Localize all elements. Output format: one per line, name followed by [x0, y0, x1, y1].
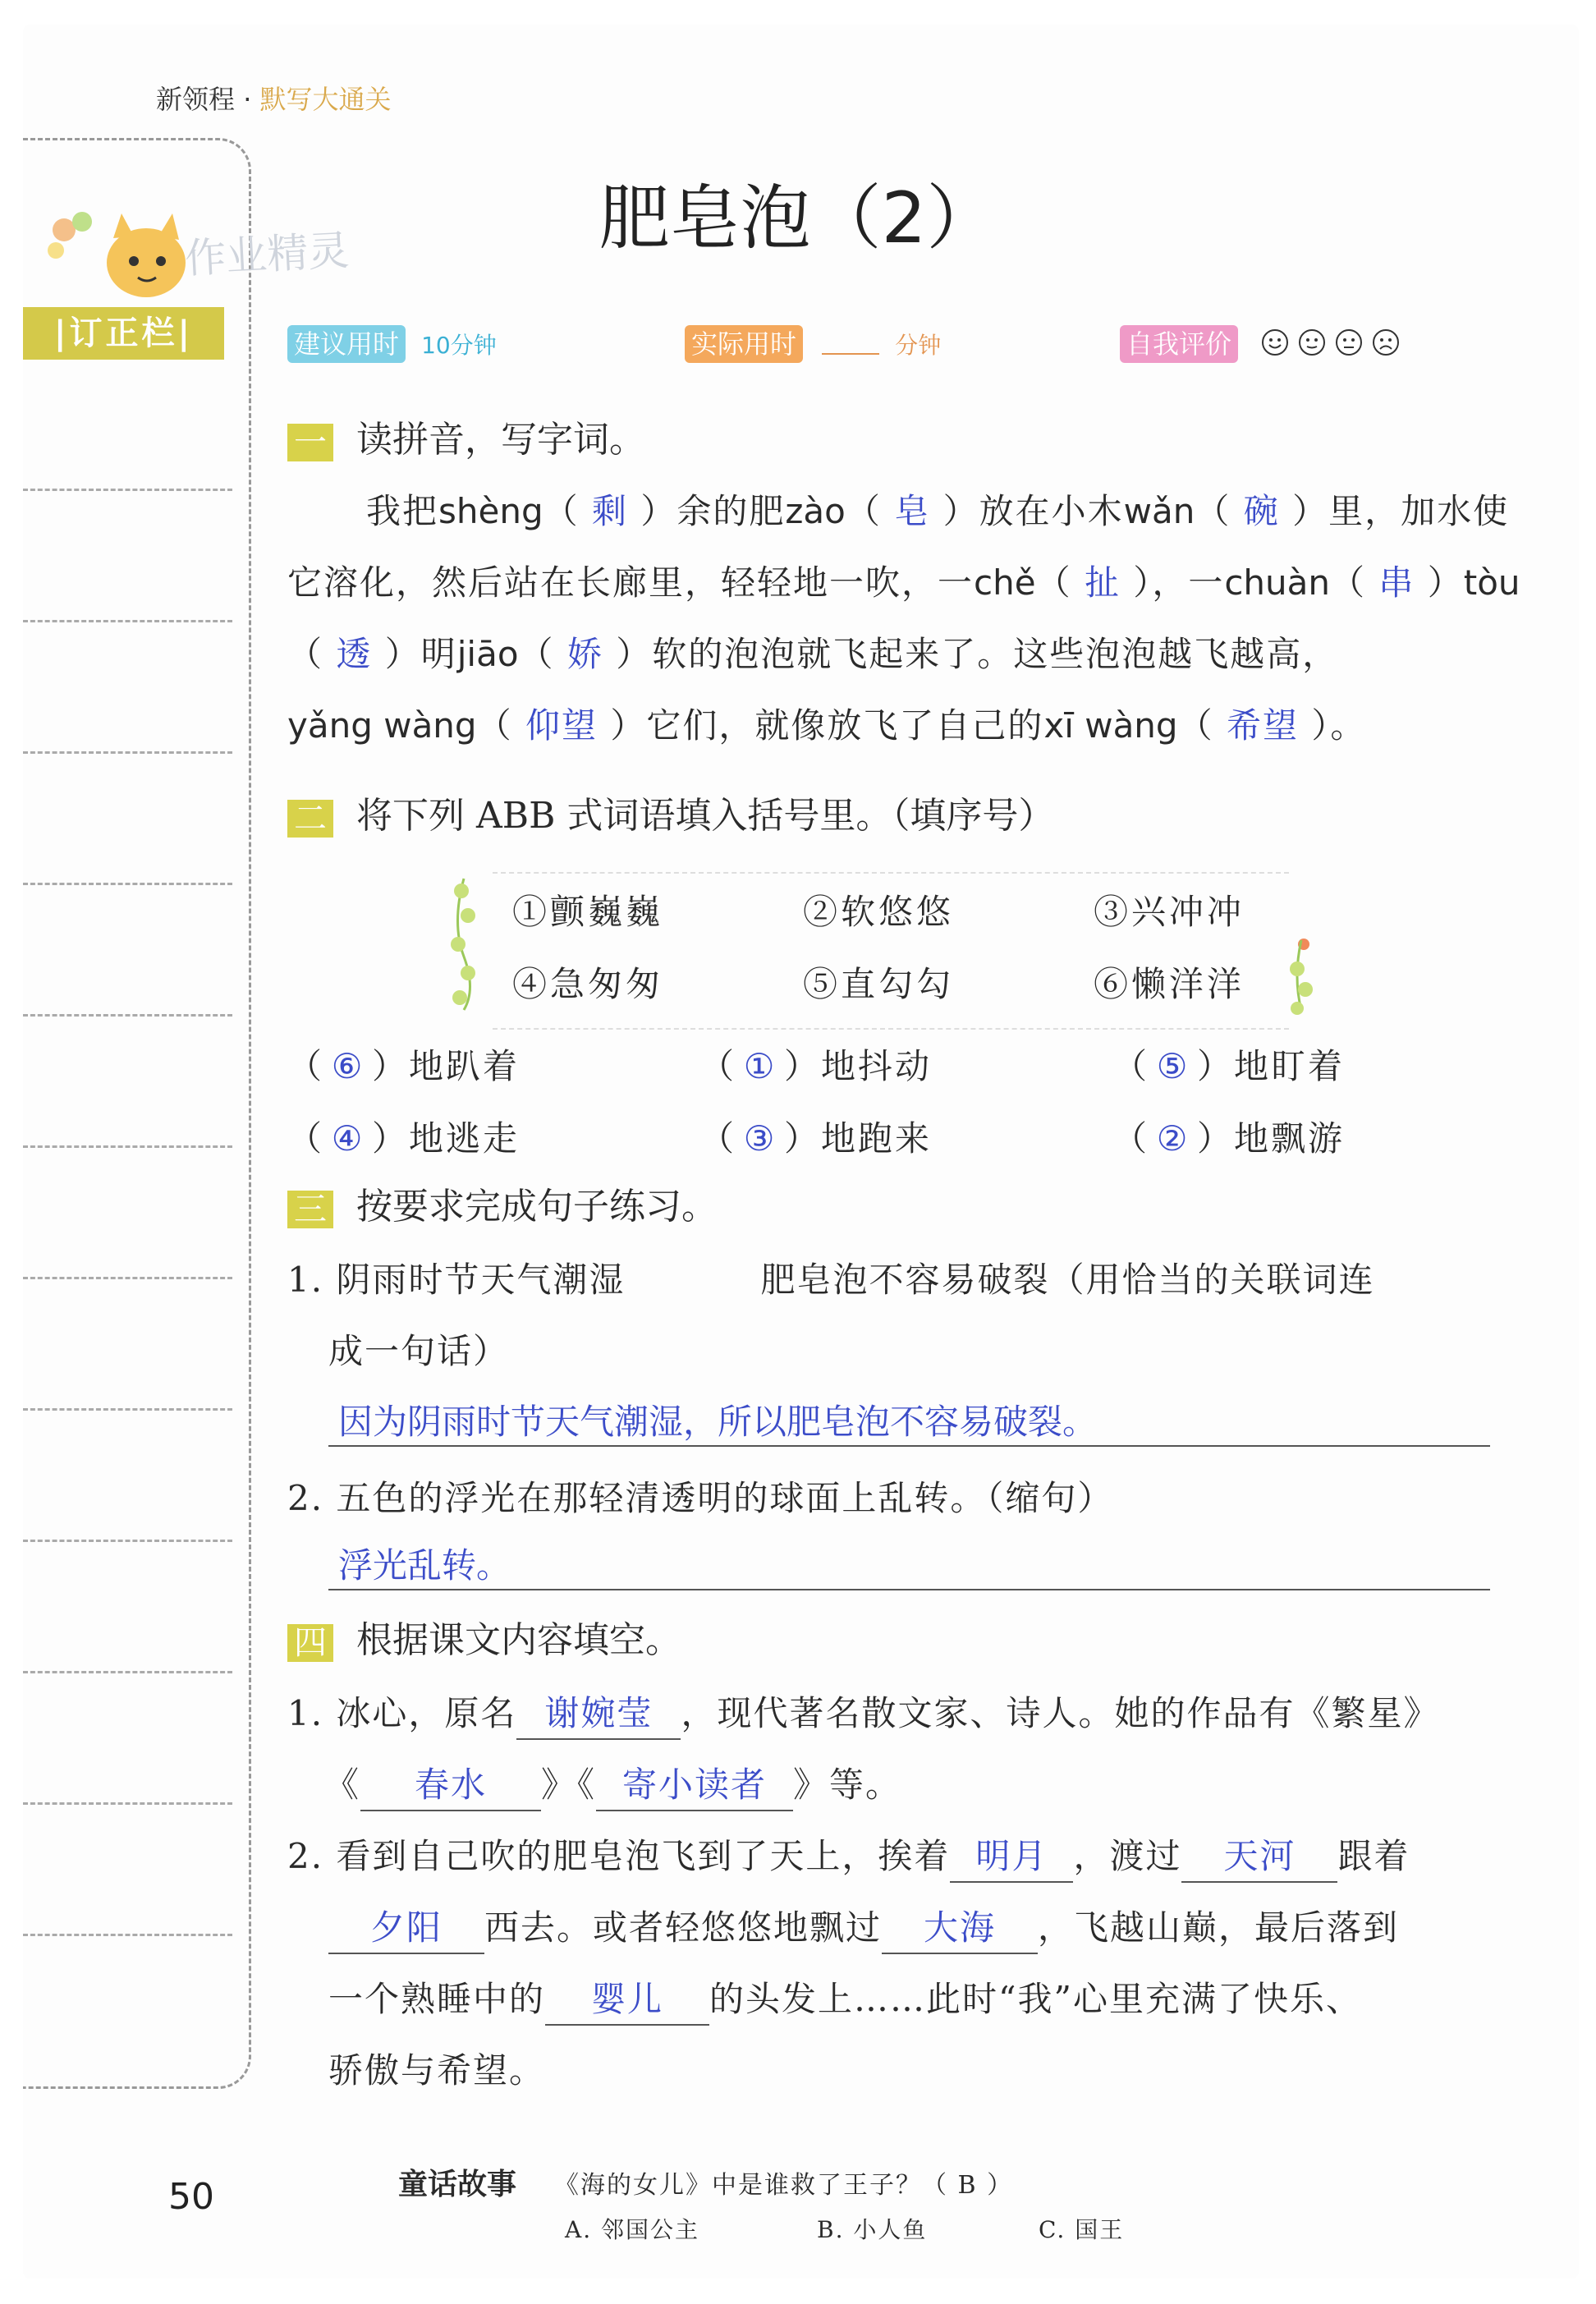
sidebar-line [23, 1014, 232, 1017]
answer: 仰望 [525, 705, 598, 746]
self-evaluation [1120, 325, 1404, 366]
flower-decoration-icon [1281, 928, 1322, 1018]
answer: 剩 [592, 491, 629, 531]
series-subtitle: 默写大通关 [259, 84, 392, 115]
suggested-time [287, 325, 497, 366]
section-4-heading [287, 1616, 681, 1665]
section-title: 按要求完成句子练习。 [356, 1186, 718, 1228]
section-3-heading [287, 1182, 718, 1232]
answer: ③ [743, 1118, 777, 1159]
question-4-1: 1. 冰心，原名 谢婉莹 ，现代著名散文家、诗人。她的作品有《繁星》 [287, 1689, 1494, 1740]
brand-watermark: 作业精灵 [183, 226, 351, 283]
section-title: 读拼音，写字词。 [356, 419, 645, 461]
sidebar-line [23, 1671, 232, 1673]
sidebar-line [23, 883, 232, 885]
fill-item: （ ⑥ ）地趴着 [287, 1046, 521, 1086]
answer: 娇 [566, 634, 603, 674]
page-number: 50 [168, 2176, 214, 2218]
answer: ④ [331, 1118, 365, 1159]
answer-line [328, 1445, 1490, 1447]
answer-blank: 寄小读者 [596, 1760, 793, 1811]
answer: 串 [1378, 562, 1415, 603]
pinyin-line-1: 我把shèng（ 剩 ）余的肥zào（ 皂 ）放在小木wǎn（ 碗 ）里，加水使 [366, 491, 1510, 531]
suggested-time-value: 10分钟 [421, 332, 497, 359]
question-4-2-cont: 一个熟睡中的 婴儿 的头发上……此时“我”心里充满了快乐、 [328, 1975, 1535, 2026]
question-3-2: 2. 五色的浮光在那轻清透明的球面上乱转。（缩句） [287, 1478, 1114, 1518]
page-title: 肥皂泡（2） [598, 177, 998, 259]
answer: 皂 [894, 491, 931, 531]
actual-time [685, 325, 941, 366]
fill-item: （ ⑤ ）地盯着 [1112, 1046, 1346, 1086]
sidebar-line [23, 1934, 232, 1936]
pinyin-line-3: （ 透 ）明jiāo（ 娇 ）软的泡泡就飞起来了。这些泡泡越飞越高， [287, 634, 1339, 674]
section-number: 二 [287, 800, 333, 838]
sidebar-line [23, 1408, 232, 1411]
sidebar-line [23, 489, 232, 491]
smile-face-icon[interactable] [1297, 328, 1327, 357]
sidebar-line [23, 620, 232, 622]
answer: ⑥ [331, 1046, 365, 1086]
answer-blank: 大海 [882, 1903, 1038, 1954]
answer-line [328, 1589, 1490, 1590]
answer: ⑤ [1156, 1046, 1190, 1086]
option-2: ②软悠悠 [803, 892, 955, 932]
actual-time-label: 实际用时 [685, 325, 803, 363]
story-question: 《海的女儿》中是谁救了王子？（ B ） [554, 2171, 1014, 2200]
answer-blank: 夕阳 [328, 1903, 484, 1954]
answer: 希望 [1226, 705, 1299, 746]
option-3: ③兴冲冲 [1094, 892, 1245, 932]
answer-3-1: 因为阴雨时节天气潮湿，所以肥皂泡不容易破裂。 [338, 1402, 1098, 1442]
answer: 碗 [1243, 491, 1280, 531]
suggested-time-label: 建议用时 [287, 325, 406, 363]
option-1: ①颤巍巍 [512, 892, 664, 932]
sad-face-icon[interactable] [1371, 328, 1401, 357]
section-number: 三 [287, 1191, 333, 1228]
pinyin-line-4: yǎng wàng（ 仰望 ）它们，就像放飞了自己的xī wàng（ 希望 ）。 [287, 705, 1367, 746]
answer: ② [1156, 1118, 1190, 1159]
sidebar-line [23, 1277, 232, 1279]
story-option-b: B. 小人鱼 [817, 2216, 928, 2243]
self-evaluation-label: 自我评价 [1120, 325, 1238, 363]
story-label: 童话故事 [398, 2168, 517, 2201]
sidebar-line [23, 1802, 232, 1805]
evaluation-faces[interactable] [1260, 328, 1404, 360]
section-number: 四 [287, 1624, 333, 1662]
correction-sidebar [23, 138, 251, 2089]
answer: ① [743, 1046, 777, 1086]
question-3-1-cont: 成一句话） [328, 1331, 510, 1371]
fill-item: （ ③ ）地跑来 [699, 1118, 933, 1159]
vine-decoration-icon [443, 874, 484, 1014]
story-option-a: A. 邻国公主 [565, 2216, 700, 2243]
sidebar-line [23, 1540, 232, 1542]
series-name: 新领程 [156, 84, 236, 115]
series-dot: · [243, 84, 252, 115]
fill-item: （ ② ）地飘游 [1112, 1118, 1346, 1159]
section-1-heading [287, 415, 645, 465]
section-number: 一 [287, 424, 333, 461]
happy-face-icon[interactable] [1260, 328, 1290, 357]
answer-3-2: 浮光乱转。 [338, 1545, 511, 1586]
question-4-2-cont: 夕阳 西去。或者轻悠悠地飘过 大海 ，飞越山巅，最后落到 [328, 1903, 1535, 1954]
answer-blank: 天河 [1181, 1832, 1337, 1883]
sidebar-line [23, 751, 232, 754]
fill-item: （ ① ）地抖动 [699, 1046, 933, 1086]
section-2-heading [287, 792, 1054, 841]
option-4: ④急匆匆 [512, 964, 664, 1004]
answer-blank: 明月 [950, 1832, 1073, 1883]
actual-time-unit: 分钟 [895, 332, 942, 359]
option-6: ⑥懒洋洋 [1094, 964, 1245, 1004]
answer-blank: 春水 [360, 1760, 541, 1811]
series-header [156, 79, 392, 117]
section-title: 根据课文内容填空。 [356, 1619, 681, 1661]
neutral-face-icon[interactable] [1334, 328, 1364, 357]
sidebar-title: |订正栏| [23, 307, 224, 360]
question-4-2: 2. 看到自己吹的肥皂泡飞到了天上，挨着 明月 ，渡过 天河 跟着 [287, 1832, 1494, 1883]
actual-time-blank[interactable] [822, 333, 879, 355]
question-3-1: 1. 阴雨时节天气潮湿 肥皂泡不容易破裂（用恰当的关联词连 [287, 1260, 1375, 1300]
option-5: ⑤直勾勾 [803, 964, 955, 1004]
section-title: 将下列 ABB 式词语填入括号里。（填序号） [356, 795, 1055, 837]
answer-blank: 谢婉莹 [516, 1689, 681, 1740]
question-4-1-cont: 《 春水 》《 寄小读者 》等。 [324, 1760, 1531, 1811]
fill-item: （ ④ ）地逃走 [287, 1118, 521, 1159]
pinyin-line-2: 它溶化，然后站在长廊里，轻轻地一吹，一chě（ 扯 ），一chuàn（ 串 ）tòu [287, 562, 1520, 603]
answer: 扯 [1084, 562, 1121, 603]
answer-blank: 婴儿 [545, 1975, 709, 2026]
question-4-2-cont: 骄傲与希望。 [328, 2050, 546, 2091]
sidebar-line [23, 1145, 232, 1148]
answer: 透 [336, 634, 373, 674]
story-option-c: C. 国王 [1039, 2216, 1125, 2243]
